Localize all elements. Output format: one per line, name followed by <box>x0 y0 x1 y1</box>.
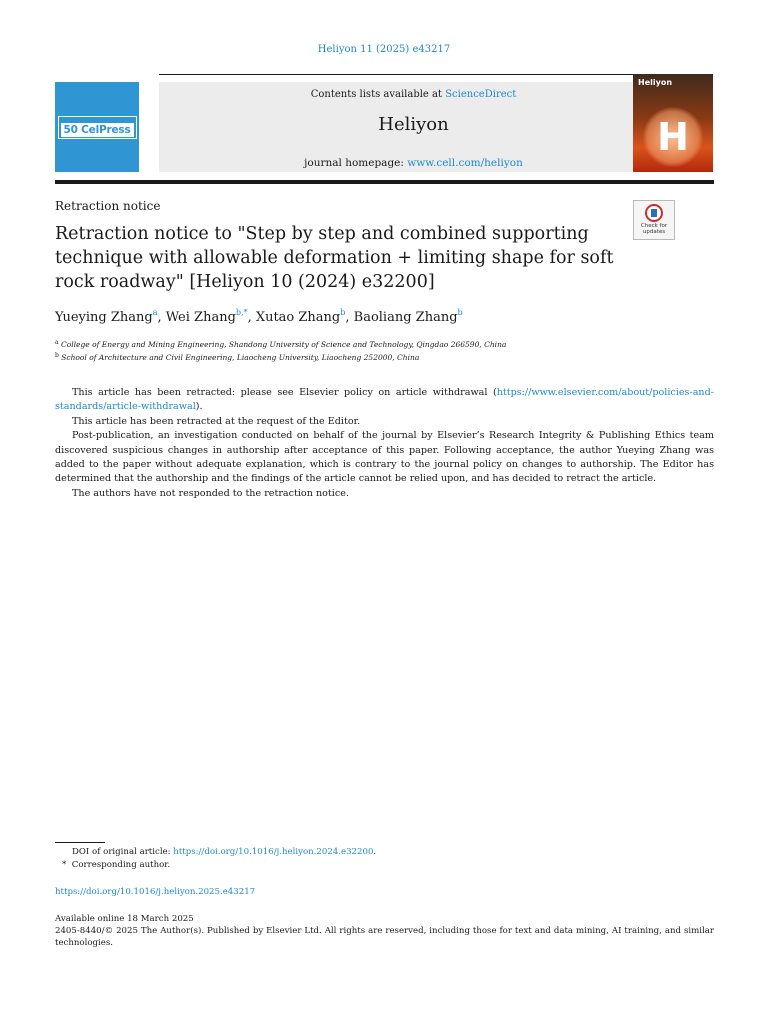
available-online: Available online 18 March 2025 <box>55 914 194 924</box>
check-updates-label: Check for updates <box>640 223 668 235</box>
footnote-text: Corresponding author. <box>71 860 171 870</box>
check-for-updates-button[interactable] <box>633 200 675 240</box>
body-paragraph: Post-publication, an investigation conducted on behalf of the journal by Elsevier’s Research Integrity & Publishing Ethics team discovered suspicious changes in authorship after acceptance of this paper. Following acceptance, the author Yueying Zhang was added to the paper without adequate explanation, which is contrary to the journal policy on changes to authorship. The Editor has determined that the authorship and the findings of the article cannot be relied upon, and has decided to retract the article. <box>55 430 714 485</box>
withdrawal-policy-link[interactable]: https://www.elsevier.com/about/policies-and-standards/article-withdrawal <box>55 387 714 413</box>
journal-header <box>55 74 714 182</box>
footnote-rule <box>55 842 105 843</box>
contents-line <box>159 89 668 100</box>
body-paragraph <box>55 386 714 415</box>
article-body <box>55 386 714 501</box>
footnote-label: DOI of original article: <box>72 847 171 857</box>
author-affiliation-mark[interactable]: b <box>457 308 463 317</box>
journal-cover-image[interactable] <box>633 74 713 172</box>
homepage-link[interactable]: www.cell.com/heliyon <box>407 157 523 169</box>
journal-banner <box>159 82 668 172</box>
contents-prefix: Contents lists available at <box>310 89 443 100</box>
author-separator: , <box>345 310 354 325</box>
author-name[interactable]: Baoliang Zhang <box>353 310 458 325</box>
author-affiliation-mark[interactable]: b,* <box>235 308 248 317</box>
header-bottom-rule <box>55 180 714 184</box>
affiliation-item <box>55 337 675 350</box>
footnote-star: * <box>62 860 67 870</box>
header-top-rule <box>159 74 668 75</box>
footnote-corresponding <box>55 859 714 872</box>
check-updates-icon <box>645 204 663 222</box>
logo-text: 50 CelPress <box>60 122 135 138</box>
footnote-end: . <box>373 847 377 857</box>
sciencedirect-link[interactable]: ScienceDirect <box>445 89 517 100</box>
homepage-line <box>159 157 668 169</box>
author-affiliation-mark[interactable]: b <box>340 308 346 317</box>
author-separator: , <box>157 310 166 325</box>
author-name[interactable]: Yueying Zhang <box>55 310 153 325</box>
article-doi-link[interactable]: https://doi.org/10.1016/j.heliyon.2025.e43217 <box>55 887 256 897</box>
journal-name: Heliyon <box>378 114 449 135</box>
homepage-prefix: journal homepage: <box>304 157 404 169</box>
author-name[interactable]: Wei Zhang <box>165 310 236 325</box>
author-affiliation-mark[interactable]: a <box>152 308 158 317</box>
footnotes <box>55 846 714 872</box>
affiliation-mark: b <box>55 352 59 359</box>
affiliations <box>55 337 675 363</box>
affiliation-item <box>55 350 675 363</box>
article-title: Retraction notice to "Step by step and combined supporting technique with allowable deformation + limiting shape for soft rock roadway" [Heliyon 10 (2024) e32200] <box>55 224 614 292</box>
article-type: Retraction notice <box>55 199 161 213</box>
cover-title: Heliyon <box>638 78 673 87</box>
paragraph-text: This article has been retracted: please see Elsevier policy on article withdrawal ( <box>72 387 497 398</box>
affiliation-mark: a <box>55 339 59 346</box>
journal-reference[interactable]: Heliyon 11 (2025) e43217 <box>317 44 451 55</box>
body-paragraph: This article has been retracted at the request of the Editor. <box>72 415 361 427</box>
author-separator: , <box>247 310 256 325</box>
author-list <box>55 308 675 325</box>
logo-frame <box>58 116 137 139</box>
affiliation-text: School of Architecture and Civil Engineering, Liaocheng University, Liaocheng 252000, China <box>61 353 420 362</box>
cover-emblem <box>643 107 703 167</box>
author-name[interactable]: Xutao Zhang <box>255 310 341 325</box>
paragraph-text: ). <box>195 401 203 413</box>
copyright-notice: 2405-8440/© 2025 The Author(s). Published by Elsevier Ltd. All rights are reserved, including those for text and data mining, AI training, and similar technologies. <box>55 926 714 948</box>
cover-letter: H <box>657 115 689 159</box>
footnote-doi <box>55 846 714 859</box>
original-article-doi-link[interactable]: https://doi.org/10.1016/j.heliyon.2024.e32200 <box>173 847 374 857</box>
cell-press-logo[interactable] <box>55 82 139 172</box>
affiliation-text: College of Energy and Mining Engineering, Shandong University of Science and Technology, Qingdao 266590, China <box>60 340 507 349</box>
publication-info <box>55 913 714 949</box>
body-paragraph: The authors have not responded to the retraction notice. <box>72 487 349 499</box>
